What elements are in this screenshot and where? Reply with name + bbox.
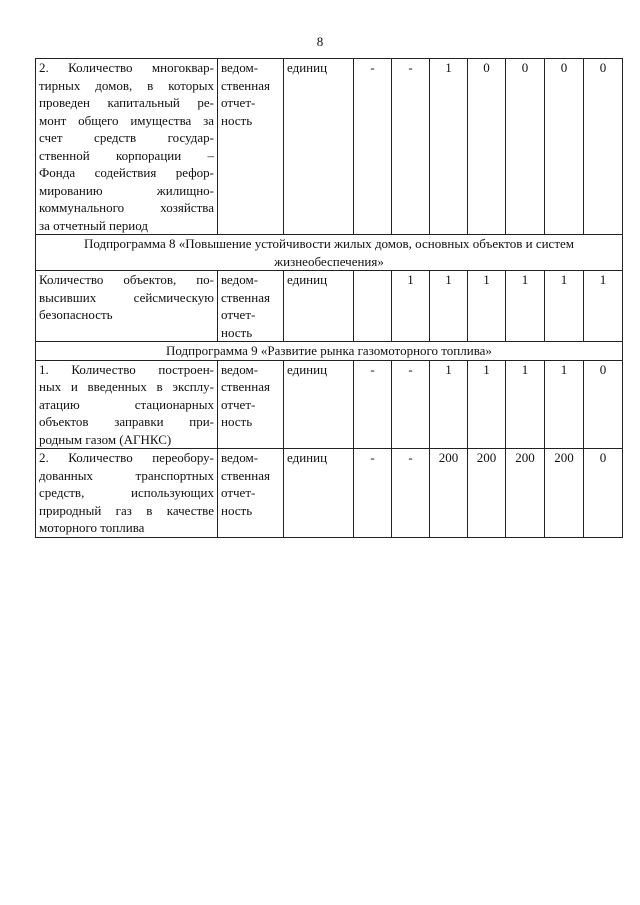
data-source-line: отчет- <box>221 396 256 412</box>
indicator-name-line: родным газом (АГНКС) <box>39 431 172 447</box>
data-source-line: ведом- <box>221 60 259 75</box>
data-source-line: отчет- <box>221 485 256 500</box>
value-cell: 0 <box>506 59 545 235</box>
indicator-name-line: 2. Количество многоквар- <box>39 60 214 75</box>
value-cell: 1 <box>506 360 545 449</box>
indicator-name-line: природный газ в качестве <box>39 502 214 518</box>
indicator-name-cell <box>36 271 218 342</box>
value-cell: 1 <box>506 271 545 342</box>
data-source-line: ность <box>221 414 253 429</box>
section-header-row <box>36 342 623 361</box>
indicators-table <box>35 58 623 538</box>
value-cell: - <box>354 360 392 449</box>
indicator-name-line: проведен капитальный ре- <box>39 95 214 110</box>
unit-cell: единиц <box>284 449 354 538</box>
indicator-name-line: атацию стационарных <box>39 396 214 412</box>
value-cell: - <box>392 59 430 235</box>
value-cell: 1 <box>430 271 468 342</box>
indicator-name-line: ственной корпорации – <box>39 147 214 163</box>
data-source-line: отчет- <box>221 307 256 322</box>
data-source-cell <box>218 271 284 342</box>
section-header-line: жизнеобеспечения» <box>274 253 384 269</box>
value-cell: 1 <box>392 271 430 342</box>
unit-cell: единиц <box>284 59 354 235</box>
data-source-line: ственная <box>221 467 270 483</box>
data-source-cell <box>218 449 284 538</box>
indicator-name-line: Количество объектов, по- <box>39 272 214 287</box>
page-number: 8 <box>316 34 324 49</box>
table-row <box>36 59 623 235</box>
value-cell: 0 <box>584 449 623 538</box>
value-cell: 1 <box>468 360 506 449</box>
indicator-name-cell <box>36 360 218 449</box>
indicator-name-cell <box>36 59 218 235</box>
indicator-name-line: коммунального хозяйства <box>39 200 214 215</box>
data-source-line: ственная <box>221 77 270 93</box>
value-cell: 1 <box>430 59 468 235</box>
section-header-row <box>36 235 623 271</box>
data-source-line: ведом- <box>221 272 259 287</box>
value-cell: 0 <box>545 59 584 235</box>
value-cell: - <box>354 449 392 538</box>
indicator-name-line: за отчетный период <box>39 217 148 233</box>
value-cell: 1 <box>584 271 623 342</box>
data-source-line: ведом- <box>221 361 259 377</box>
value-cell: 200 <box>430 449 468 538</box>
section-header <box>36 235 623 271</box>
value-cell: 0 <box>584 59 623 235</box>
indicator-name-cell <box>36 449 218 538</box>
indicator-name-line: безопасность <box>39 307 113 322</box>
table-body <box>36 59 623 538</box>
indicator-name-line: Фонда содействия рефор- <box>39 165 214 180</box>
unit-cell: единиц <box>284 360 354 449</box>
value-cell: - <box>392 449 430 538</box>
data-source-line: ность <box>221 324 253 340</box>
indicator-name-line: средств, использующих <box>39 485 214 500</box>
data-source-line: ность <box>221 502 253 518</box>
value-cell: 1 <box>545 360 584 449</box>
data-source-cell <box>218 59 284 235</box>
value-cell: 200 <box>468 449 506 538</box>
indicator-name-line: 2. Количество переобору- <box>39 450 214 465</box>
indicator-name-line: счет средств государ- <box>39 130 214 145</box>
table-row <box>36 449 623 538</box>
indicator-name-line: моторного топлива <box>39 520 145 535</box>
value-cell: 200 <box>545 449 584 538</box>
data-source-line: ведом- <box>221 450 259 465</box>
value-cell: - <box>392 360 430 449</box>
data-source-cell <box>218 360 284 449</box>
data-source-line: ственная <box>221 379 270 394</box>
indicator-name-line: монт общего имущества за <box>39 112 214 128</box>
table-row <box>36 360 623 449</box>
indicator-name-line: ных и введенных в эксплу- <box>39 379 214 394</box>
section-header-line: Подпрограмма 9 «Развитие рынка газомоторного топлива» <box>166 343 492 358</box>
data-source-line: ственная <box>221 289 270 305</box>
data-source-line: отчет- <box>221 95 256 110</box>
unit-cell: единиц <box>284 271 354 342</box>
indicator-name-line: объектов заправки при- <box>39 414 214 429</box>
indicator-name-line: мированию жилищно- <box>39 182 214 198</box>
indicator-name-line: высивших сейсмическую <box>39 289 214 305</box>
value-cell: 1 <box>545 271 584 342</box>
table-row <box>36 271 623 342</box>
indicator-name-line: тирных домов, в которых <box>39 77 214 93</box>
value-cell: 0 <box>468 59 506 235</box>
section-header-line: Подпрограмма 8 «Повышение устойчивости жилых домов, основных объектов и систем <box>83 236 575 251</box>
indicator-name-line: 1. Количество построен- <box>39 361 214 377</box>
value-cell: 0 <box>584 360 623 449</box>
data-source-line: ность <box>221 112 253 128</box>
value-cell: 1 <box>468 271 506 342</box>
section-header <box>36 342 623 361</box>
value-cell: 200 <box>506 449 545 538</box>
value-cell: - <box>354 59 392 235</box>
indicator-name-line: дованных транспортных <box>39 467 214 483</box>
value-cell <box>354 271 392 342</box>
value-cell: 1 <box>430 360 468 449</box>
